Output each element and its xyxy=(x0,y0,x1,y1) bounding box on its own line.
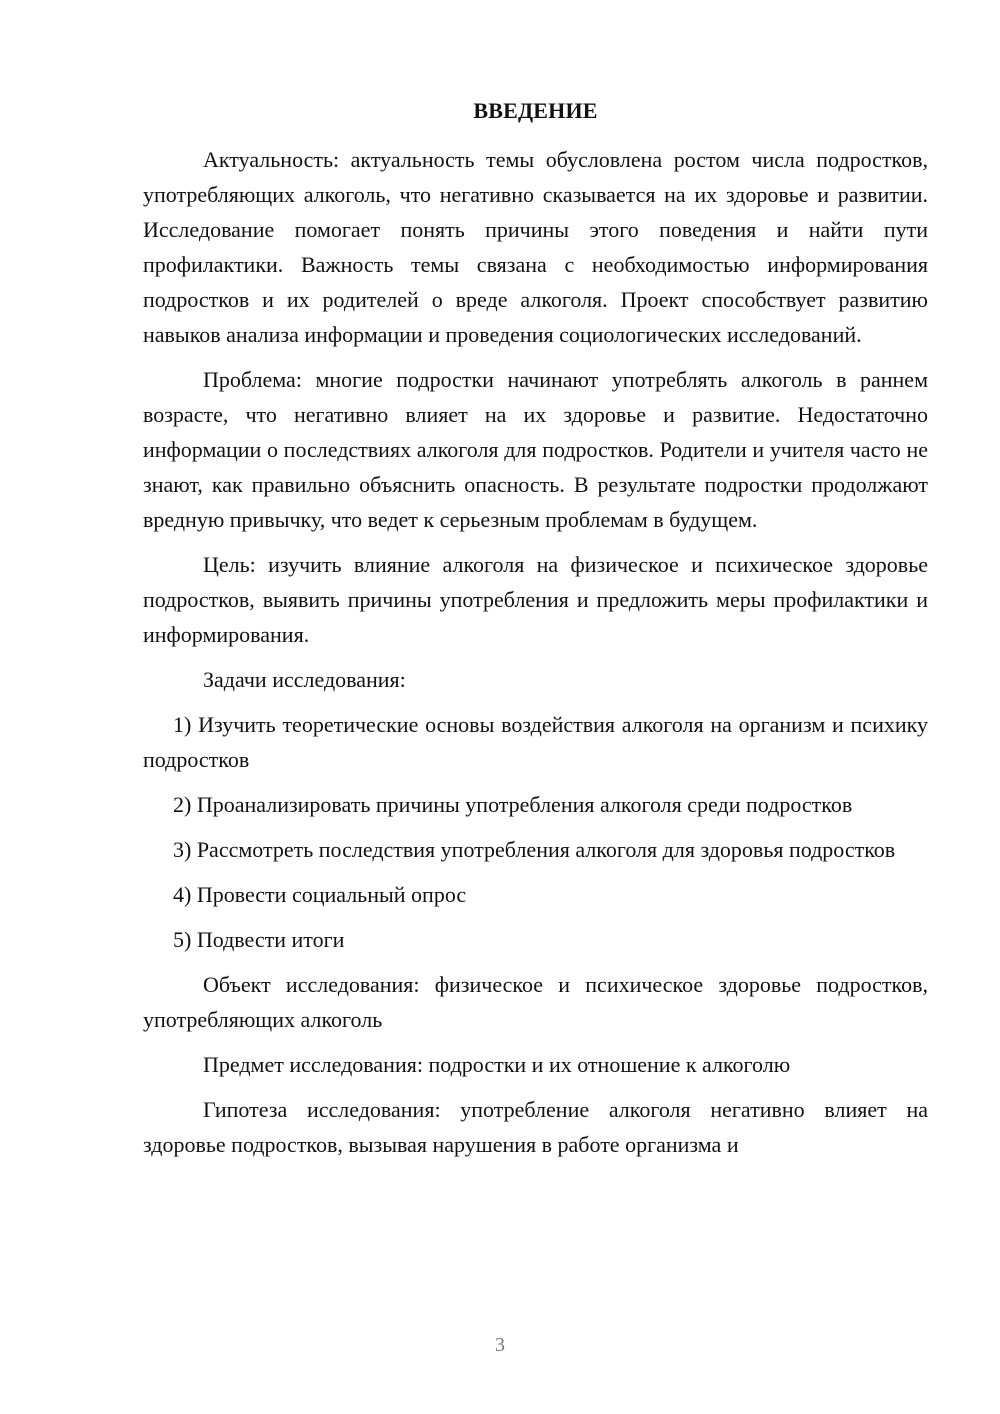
paragraph-relevance: Актуальность: актуальность темы обусловлена ростом числа подростков, употребляющих алкоголь, что негативно сказывается на их здоровье и развитии. Исследование помогает понять причины этого поведения и найти пути профилактики. Важность темы связана с необходимостью информирования подростков и их родителей о вреде алкоголя. Проект способствует развитию навыков анализа информации и проведения социологических исследований. xyxy=(143,147,928,347)
paragraph-problem: Проблема: многие подростки начинают употреблять алкоголь в раннем возрасте, что негативно влияет на их здоровье и развитие. Недостаточно информации о последствиях алкоголя для подростков. Родители и учителя часто не знают, как правильно объяснить опасность. В результате подростки продолжают вредную привычку, что ведет к серьезным проблемам в будущем. xyxy=(143,367,928,532)
task-item-5: 5) Подвести итоги xyxy=(173,927,345,952)
paragraph-goal: Цель: изучить влияние алкоголя на физическое и психическое здоровье подростков, выявить причины употребления и предложить меры профилактики и информирования. xyxy=(143,552,928,647)
paragraph-object: Объект исследования: физическое и психическое здоровье подростков, употребляющих алкоголь xyxy=(143,972,928,1032)
page-number: 3 xyxy=(495,1334,505,1356)
task-item-3: 3) Рассмотреть последствия употребления алкоголя для здоровья подростков xyxy=(173,837,896,862)
task-item-2: 2) Проанализировать причины употребления алкоголя среди подростков xyxy=(173,792,853,817)
task-item-1: 1) Изучить теоретические основы воздействия алкоголя на организм и психику подростков xyxy=(143,712,928,772)
paragraph-subject: Предмет исследования: подростки и их отношение к алкоголю xyxy=(203,1052,791,1077)
tasks-heading: Задачи исследования: xyxy=(203,667,406,692)
document-body xyxy=(143,142,928,1172)
section-title: ВВЕДЕНИЕ xyxy=(473,98,598,123)
paragraph-hypothesis: Гипотеза исследования: употребление алкоголя негативно влияет на здоровье подростков, вызывая нарушения в работе организма и xyxy=(143,1097,928,1157)
task-item-4: 4) Провести социальный опрос xyxy=(173,882,467,907)
